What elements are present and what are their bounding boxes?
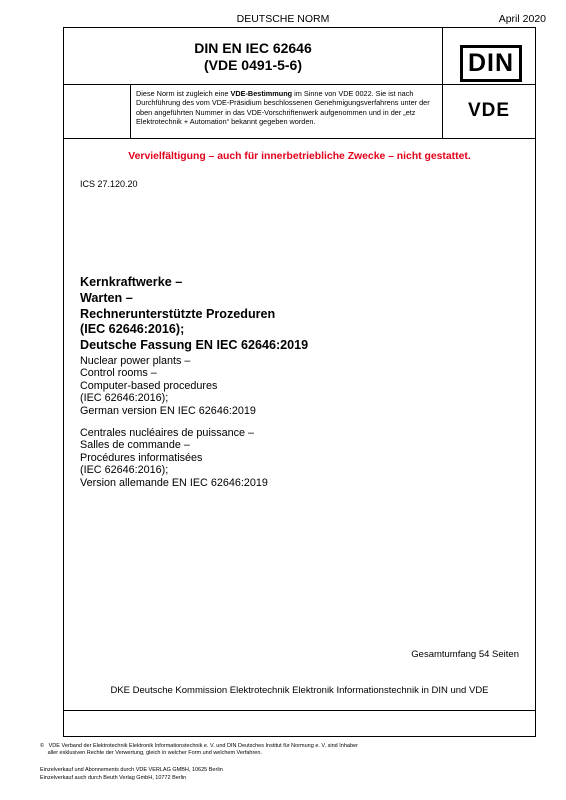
header-title: DEUTSCHE NORM: [236, 13, 330, 25]
total-pages: Gesamtumfang 54 Seiten: [411, 649, 519, 660]
title-line: Salles de commande –: [80, 439, 190, 452]
title-line: Rechnerunterstützte Prozeduren: [80, 306, 276, 321]
ics-code: ICS 27.120.20: [80, 179, 138, 189]
header-date: April 2020: [498, 13, 546, 25]
vde-note: [136, 89, 436, 127]
frame-divider: [63, 84, 536, 85]
document-number-vde: (VDE 0491-5-6): [203, 57, 303, 73]
copyright-notice: [40, 743, 526, 757]
din-logo: [460, 45, 522, 79]
title-line: Kernkraftwerke –: [80, 275, 183, 289]
document-number: [63, 40, 443, 74]
vde-note-text: Diese Norm ist zugleich eine: [136, 89, 231, 98]
copy-notice: Vervielfältigung – auch für innerbetriebliche Zwecke – nicht gestattet.: [128, 151, 471, 162]
din-logo-base: [460, 79, 522, 82]
title-line: Deutsche Fassung EN IEC 62646:2019: [80, 338, 309, 353]
vde-note-text: im Sinne von VDE 0022. Sie ist nach Durchführung des vom VDE-Präsidium beschlossenen Genehmigungsverfahrens unter der oben angeführten Nummer in das VDE-Vorschriftenwerk aufgenommen und in der „etz Elektrotechnik + Automation“ bekannt gegeben worden.: [136, 89, 430, 127]
vde-logo: VDE: [467, 100, 511, 121]
title-french: [80, 427, 268, 489]
sales-line: Einzelverkauf und Abonnements durch VDE VERLAG GMBH, 10625 Berlin: [40, 767, 223, 773]
copyright-line: aller exklusiven Rechte der Verwertung, gleich in welcher Form und welchem Verfahren.: [40, 749, 262, 756]
title-line: Centrales nucléaires de puissance –: [80, 427, 255, 439]
title-line: Control rooms –: [80, 367, 157, 380]
sales-line: Einzelverkauf auch durch Beuth Verlag GmbH, 10772 Berlin: [40, 775, 187, 782]
title-english: [80, 355, 256, 417]
title-line: Procédures informatisées: [80, 451, 203, 464]
document-number-primary: DIN EN IEC 62646: [194, 40, 312, 56]
title-german: [80, 275, 308, 354]
title-line: German version EN IEC 62646:2019: [80, 404, 256, 417]
din-logo-text: DIN: [467, 49, 515, 77]
title-line: (IEC 62646:2016);: [80, 322, 185, 337]
title-line: Version allemande EN IEC 62646:2019: [80, 476, 268, 489]
copyright-line: © VDE Verband der Elektrotechnik Elektronik Informationstechnik e. V. und DIN Deutsches Institut für Normung e. V. sind Inhaber: [40, 743, 358, 749]
frame-divider: [130, 84, 131, 138]
title-line: Warten –: [80, 290, 133, 305]
sales-info: [40, 766, 223, 783]
title-line: (IEC 62646:2016);: [80, 464, 169, 477]
title-line: Nuclear power plants –: [80, 355, 191, 367]
vde-note-bold: VDE-Bestimmung: [230, 89, 293, 98]
dke-statement: DKE Deutsche Kommission Elektrotechnik Elektronik Informationstechnik in DIN und VDE: [110, 685, 489, 696]
title-line: (IEC 62646:2016);: [80, 392, 169, 405]
frame-divider: [63, 138, 536, 139]
frame-divider: [63, 710, 536, 711]
title-line: Computer-based procedures: [80, 379, 218, 392]
